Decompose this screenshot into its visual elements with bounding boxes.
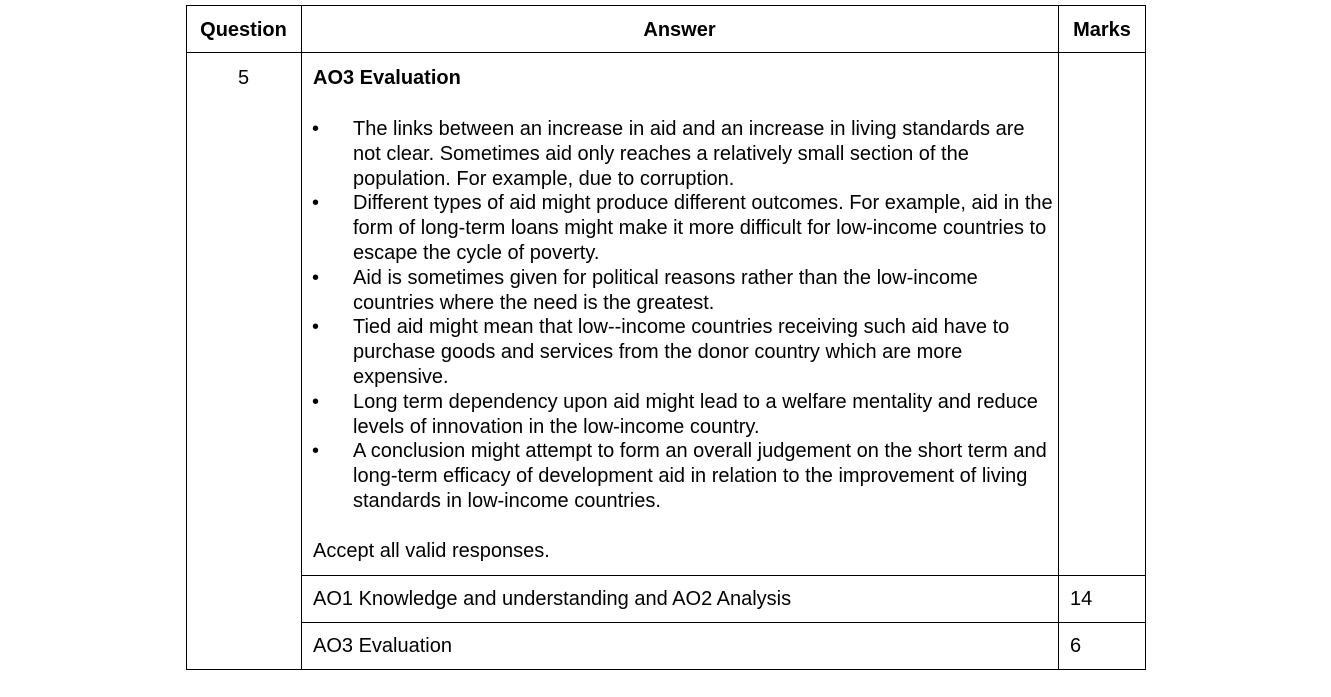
list-item: • Long term dependency upon aid might lead to a welfare mentality and reduce levels of innovation in the low-income country. <box>312 390 1038 438</box>
header-marks: Marks <box>1073 19 1131 41</box>
bullet-icon: • <box>312 266 320 289</box>
bullet-icon: • <box>312 440 320 463</box>
accept-note: Accept all valid responses. <box>313 540 550 562</box>
bullet-icon: • <box>312 192 320 215</box>
marks-row-label-ao3: AO3 Evaluation <box>313 635 452 657</box>
table-border-top <box>186 5 1146 6</box>
list-item: • Aid is sometimes given for political reasons rather than the low-income countries where the need is the greatest. <box>312 266 978 314</box>
list-item: • Different types of aid might produce different outcomes. For example, aid in the form of long-term loans might make it more difficult for low-income countries to escape the cycle of poverty. <box>312 192 1053 264</box>
row-divider-2 <box>301 622 1146 623</box>
bullet-icon: • <box>312 118 320 140</box>
header-question: Question <box>200 19 287 41</box>
marks-row-label-ao1-ao2: AO1 Knowledge and understanding and AO2 Analysis <box>313 588 792 610</box>
bullet-icon: • <box>312 390 320 413</box>
list-item: • Tied aid might mean that low--income countries receiving such aid have to purchase goods and services from the donor country which are more expensive. <box>312 316 1010 388</box>
list-item: • A conclusion might attempt to form an overall judgement on the short term and long-term efficacy of development aid in relation to the improvement of living standards in low-income countries. <box>312 440 1047 512</box>
column-divider-question <box>301 5 302 670</box>
table-border-bottom <box>186 669 1146 670</box>
header-answer: Answer <box>643 19 716 41</box>
marks-row-value-ao3: 6 <box>1070 635 1082 657</box>
marks-row-value-ao1-ao2: 14 <box>1070 588 1093 610</box>
mark-scheme-table <box>186 5 1146 670</box>
row-divider-1 <box>301 575 1146 576</box>
list-item: • The links between an increase in aid and an increase in living standards are not clear. Sometimes aid only reaches a relatively small section of the population. For example, due to corruption. <box>312 118 1025 190</box>
bullet-icon: • <box>312 316 320 339</box>
question-number: 5 <box>237 67 250 89</box>
answer-heading: AO3 Evaluation <box>313 67 461 89</box>
bullet-list <box>312 117 1057 514</box>
table-border-left <box>186 5 187 670</box>
column-divider-marks <box>1058 5 1059 670</box>
table-border-right <box>1145 5 1146 670</box>
header-divider <box>186 52 1146 53</box>
